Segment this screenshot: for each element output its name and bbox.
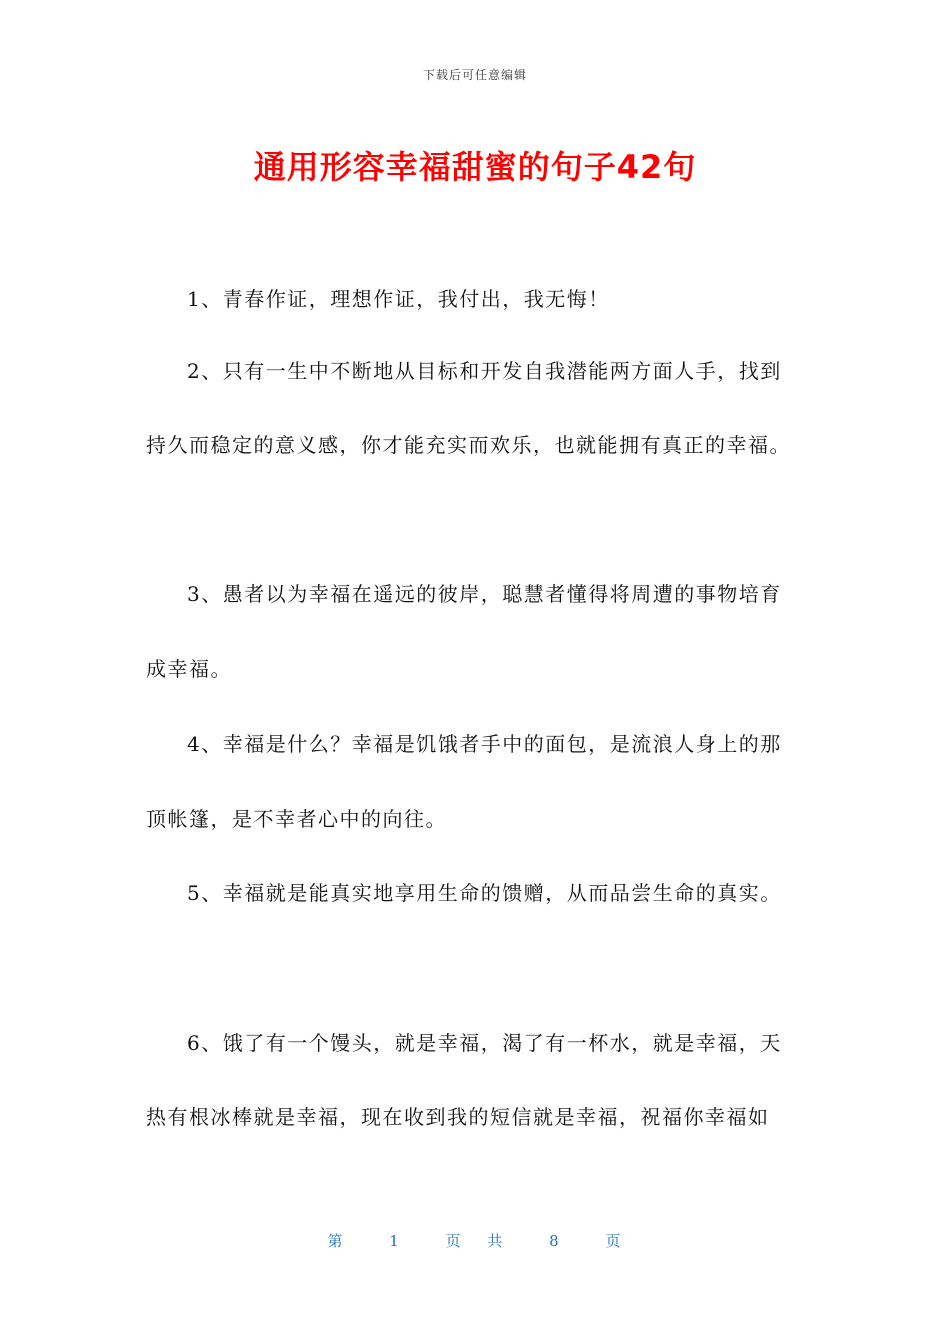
paragraph-2-line-1: 2、只有一生中不断地从目标和开发自我潜能两方面人手，找到 (187, 359, 782, 383)
paragraph-4-line-2: 顶帐篷，是不幸者心中的向往。 (146, 807, 447, 831)
footer-page-mid: 页 共 (445, 1232, 505, 1250)
footer-total-pages: 8 (549, 1232, 561, 1250)
paragraph-4-line-1: 4、幸福是什么？幸福是饥饿者手中的面包，是流浪人身上的那 (187, 732, 782, 756)
paragraph-3-line-2: 成幸福。 (146, 657, 232, 681)
page-footer (0, 1230, 950, 1251)
footer-page-prefix: 第 (327, 1232, 345, 1250)
document-title: 通用形容幸福甜蜜的句子42句 (253, 148, 697, 186)
paragraph-6-line-1: 6、饿了有一个馒头，就是幸福，渴了有一杯水，就是幸福，天 (187, 1031, 782, 1055)
paragraph-1-line-1: 1、青春作证，理想作证，我付出，我无悔！ (187, 287, 610, 311)
paragraph-3-line-1: 3、愚者以为幸福在遥远的彼岸，聪慧者懂得将周遭的事物培育 (187, 582, 782, 606)
paragraph-2-line-2: 持久而稳定的意义感，你才能充实而欢乐，也就能拥有真正的幸福。 (146, 433, 791, 457)
paragraph-6-line-2: 热有根冰棒就是幸福，现在收到我的短信就是幸福，祝福你幸福如 (146, 1105, 770, 1129)
paragraph-5-line-1: 5、幸福就是能真实地享用生命的馈赠，从而品尝生命的真实。 (187, 881, 782, 905)
header-note: 下载后可任意编辑 (422, 68, 527, 82)
footer-page-number: 1 (389, 1232, 401, 1250)
footer-page-suffix: 页 (605, 1232, 623, 1250)
